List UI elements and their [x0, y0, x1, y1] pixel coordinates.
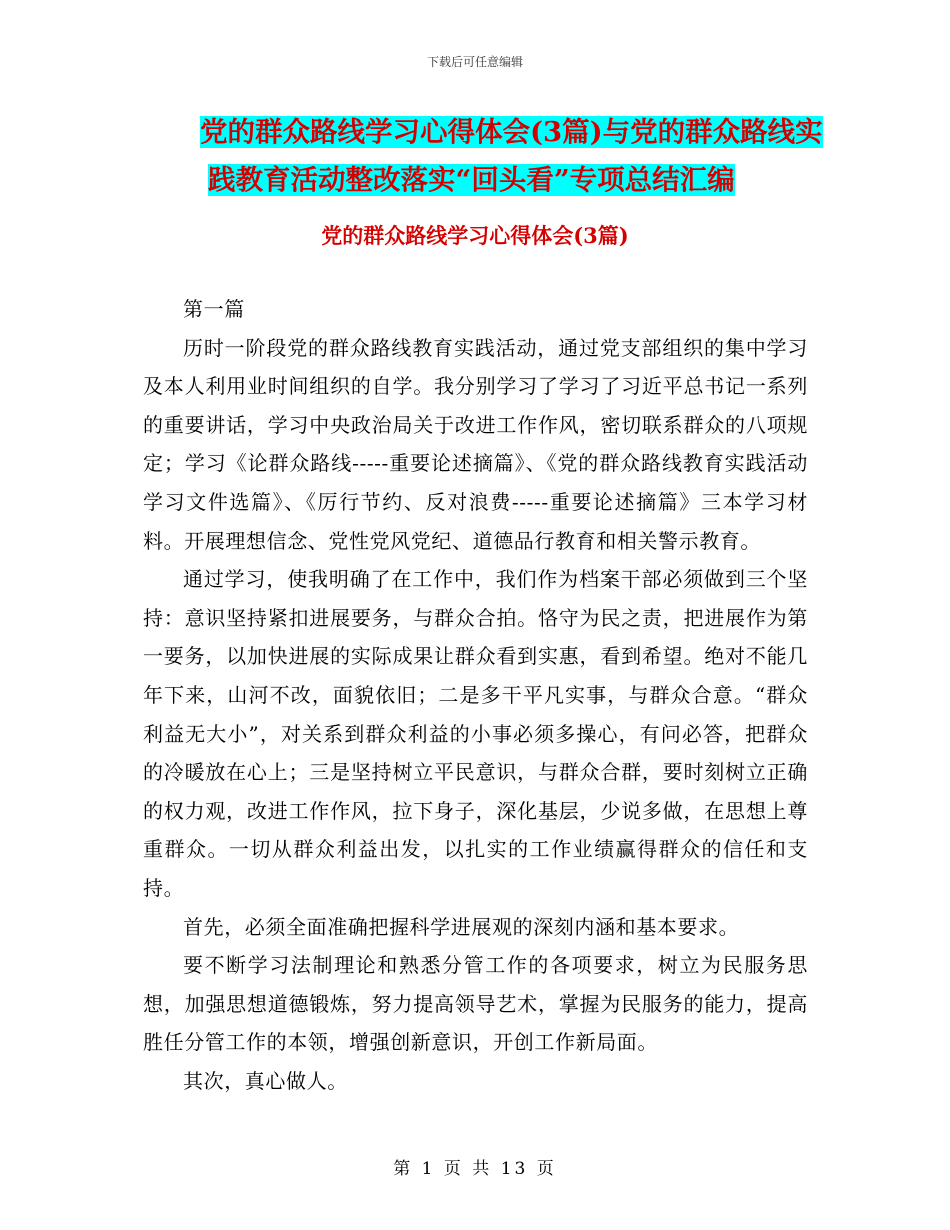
title-line-1: 党的群众路线学习心得体会(3篇)与党的群众路线实 — [200, 116, 823, 148]
paragraph: 要不断学习法制理论和熟悉分管工作的各项要求，树立为民服务思想，加强思想道德锻炼，努力提高领导艺术，掌握为民服务的能力，提高胜任分管工作的本领，增强创新意识，开创工作新局面。 — [143, 953, 808, 1055]
body-text — [143, 290, 808, 1100]
paragraph-chapter-label: 第一篇 — [183, 297, 245, 321]
header-note: 下载后可任意编辑 — [426, 55, 523, 69]
page-footer: 第 1 页 共 13 页 — [393, 1159, 557, 1179]
paragraph: 其次，真心做人。 — [183, 1068, 348, 1093]
paragraph: 首先，必须全面准确把握科学进展观的深刻内涵和基本要求。 — [183, 914, 740, 939]
paragraph: 通过学习，使我明确了在工作中，我们作为档案干部必须做到三个坚持：意识坚持紧扣进展要务，与群众合拍。恪守为民之责，把进展作为第一要务，以加快进展的实际成果让群众看到实惠，看到希望。绝对不能几年下来，山河不改，面貌依旧；二是多干平凡实事，与群众合意。“群众利益无大小”，对关系到群众利益的小事必须多操心，有问必答，把群众的冷暖放在心上；三是坚持树立平民意识，与群众合群，要时刻树立正确的权力观，改进工作作风，拉下身子，深化基层，少说多做，在思想上尊重群众。一切从群众利益出发，以扎实的工作业绩赢得群众的信任和支持。 — [143, 567, 808, 900]
document-title — [150, 108, 870, 204]
paragraph: 历时一阶段党的群众路线教育实践活动，通过党支部组织的集中学习及本人利用业时间组织的自学。我分别学习了学习了习近平总书记一系列的重要讲话，学习中央政治局关于改进工作作风，密切联系群众的八项规定；学习《论群众路线-----重要论述摘篇》、《党的群众路线教育实践活动学习文件选篇》、《厉行节约、反对浪费-----重要论述摘篇》三本学习材料。开展理想信念、党性党风党纪、道德品行教育和相关警示教育。 — [143, 335, 808, 553]
title-line-2: 践教育活动整改落实“回头看”专项总结汇编 — [208, 164, 735, 196]
section-title: 党的群众路线学习心得体会(3篇) — [321, 223, 629, 248]
